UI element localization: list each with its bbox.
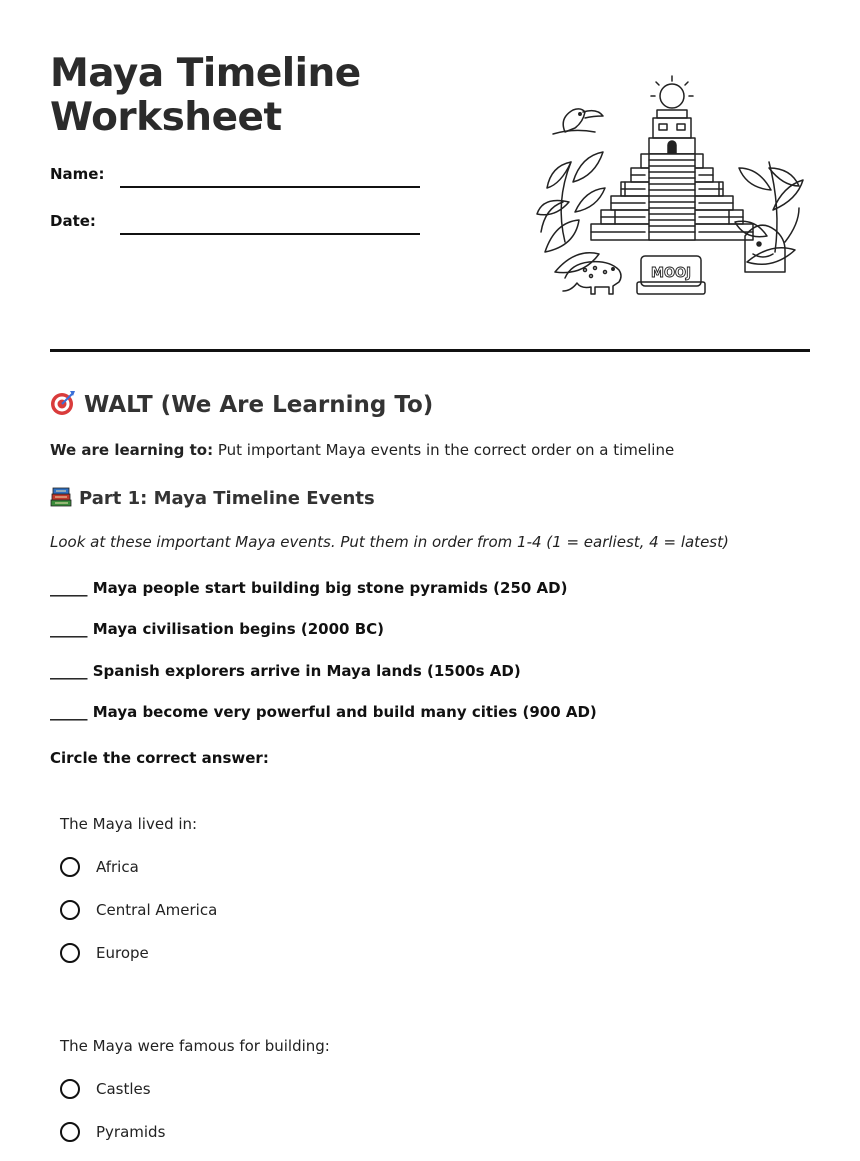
date-label: Date:	[50, 212, 96, 230]
option-pyramids[interactable]	[60, 1119, 165, 1145]
radio-circle[interactable]	[60, 943, 80, 963]
radio-circle[interactable]	[60, 1122, 80, 1142]
timeline-event-3	[50, 662, 521, 680]
event-text: Maya civilisation begins (2000 BC)	[92, 620, 384, 638]
option-label: Central America	[96, 901, 218, 919]
option-europe[interactable]	[60, 940, 149, 966]
maya-pyramid-illustration-icon	[535, 72, 805, 302]
radio-circle[interactable]	[60, 857, 80, 877]
timeline-event-1	[50, 579, 567, 597]
part1-heading	[50, 487, 375, 509]
option-label: Africa	[96, 858, 139, 876]
order-blank[interactable]: _____	[50, 662, 88, 680]
worksheet-title	[50, 52, 470, 140]
option-label: Europe	[96, 944, 149, 962]
plaque-text: MOOJ	[651, 266, 691, 281]
order-blank[interactable]: _____	[50, 620, 88, 638]
target-dart-icon	[50, 390, 76, 416]
event-text: Spanish explorers arrive in Maya lands (1500s AD)	[92, 662, 521, 680]
order-blank[interactable]: _____	[50, 579, 88, 597]
question-2: The Maya were famous for building:	[60, 1037, 330, 1055]
walt-text: Put important Maya events in the correct order on a timeline	[213, 441, 675, 459]
circle-answer-title: Circle the correct answer:	[50, 749, 269, 767]
walt-statement	[50, 441, 674, 459]
name-label: Name:	[50, 165, 105, 183]
option-central-america[interactable]	[60, 897, 217, 923]
title-line-2: Worksheet	[50, 95, 282, 140]
section-divider	[50, 349, 810, 352]
option-label: Pyramids	[96, 1123, 166, 1141]
part1-instructions: Look at these important Maya events. Put them in order from 1-4 (1 = earliest, 4 = latest)	[50, 533, 729, 551]
option-label: Castles	[96, 1080, 151, 1098]
title-line-1: Maya Timeline	[50, 51, 361, 96]
event-text: Maya become very powerful and build many cities (900 AD)	[92, 703, 597, 721]
part1-heading-text: Part 1: Maya Timeline Events	[79, 488, 375, 509]
radio-circle[interactable]	[60, 900, 80, 920]
event-text: Maya people start building big stone pyramids (250 AD)	[92, 579, 568, 597]
option-africa[interactable]	[60, 854, 139, 880]
order-blank[interactable]: _____	[50, 703, 88, 721]
timeline-event-4	[50, 703, 597, 721]
radio-circle[interactable]	[60, 1079, 80, 1099]
books-icon	[50, 487, 72, 507]
option-castles[interactable]	[60, 1076, 151, 1102]
date-field[interactable]	[120, 233, 420, 235]
walt-heading	[50, 390, 433, 418]
question-1: The Maya lived in:	[60, 815, 198, 833]
name-field[interactable]	[120, 186, 420, 188]
walt-lead: We are learning to:	[50, 441, 214, 459]
timeline-event-2	[50, 620, 384, 638]
walt-heading-text: WALT (We Are Learning To)	[84, 392, 434, 418]
